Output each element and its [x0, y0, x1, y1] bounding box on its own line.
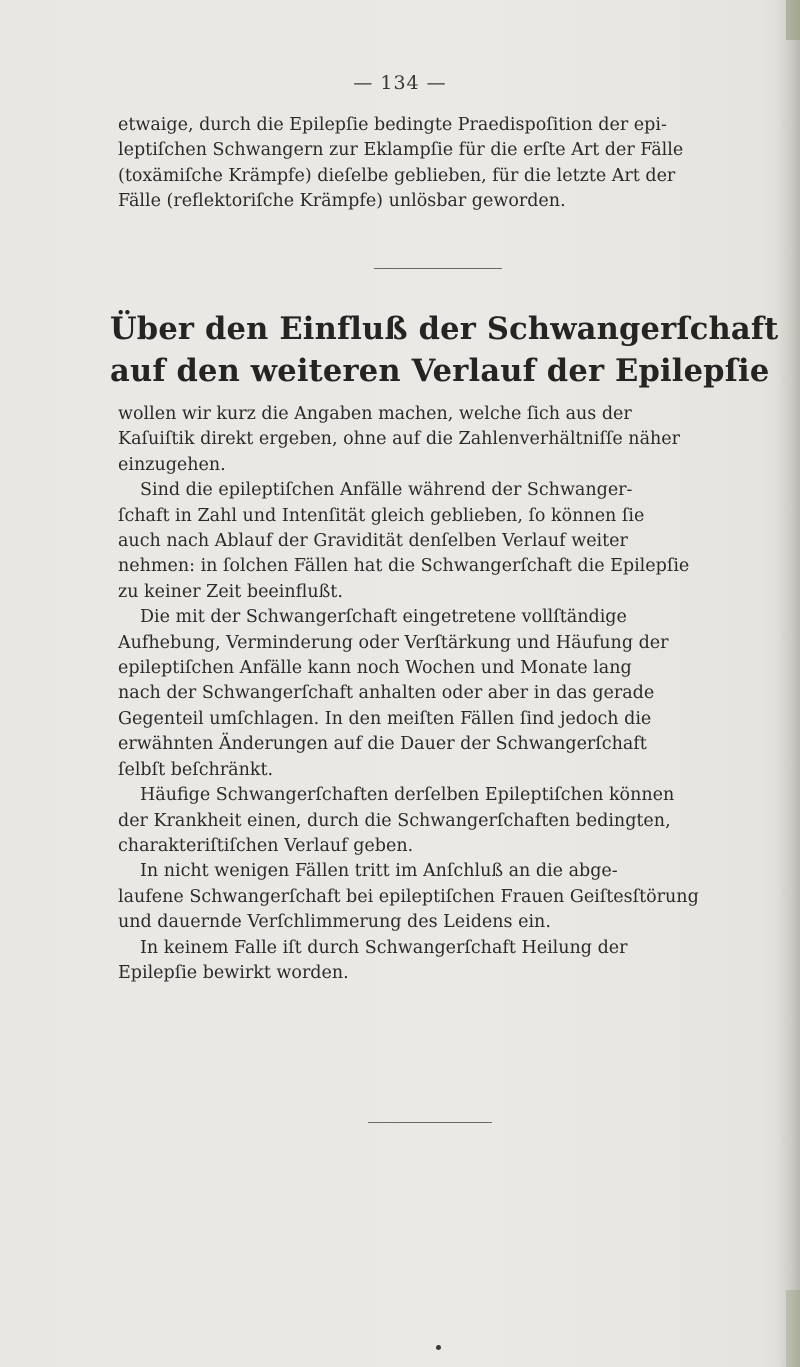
text-line: Aufhebung, Verminderung oder Verſtärkung und Häufung der	[118, 632, 669, 653]
text-line: leptiſchen Schwangern zur Eklampſie für die erſte Art der Fälle	[118, 140, 684, 161]
text-line: In nicht wenigen Fällen tritt im Anſchluß an die abge-	[140, 861, 618, 882]
heading-line: auf den weiteren Verlauf der Epilepſie	[110, 353, 770, 389]
paragraph	[118, 478, 786, 605]
text-line: nach der Schwangerſchaft anhalten oder aber in das gerade	[118, 683, 655, 704]
intro-paragraph	[118, 113, 786, 215]
text-line: auch nach Ablauf der Gravidität denſelben Verlauf weiter	[118, 531, 628, 552]
paragraph	[118, 936, 786, 987]
text-line: Die mit der Schwangerſchaft eingetretene vollſtändige	[140, 607, 627, 628]
text-line: zu keiner Zeit beeinflußt.	[118, 581, 343, 602]
paragraph	[118, 402, 786, 478]
body-text	[118, 402, 786, 986]
page-edge-stain	[786, 0, 800, 40]
text-line: charakteriſtiſchen Verlauf geben.	[118, 835, 414, 856]
heading-line: Über den Einfluß der Schwangerſchaft	[110, 311, 779, 347]
text-line: Häufige Schwangerſchaften derſelben Epileptiſchen können	[140, 785, 675, 806]
section-heading	[110, 308, 790, 392]
page-number: — 134 —	[353, 72, 447, 94]
text-line: ſelbſt beſchränkt.	[118, 759, 274, 780]
end-divider	[368, 1122, 492, 1123]
text-line: epileptiſchen Anfälle kann noch Wochen und Monate lang	[118, 658, 632, 679]
text-line: Epilepſie bewirkt worden.	[118, 962, 349, 983]
page-edge-stain	[786, 1290, 800, 1367]
text-line: nehmen: in ſolchen Fällen hat die Schwangerſchaft die Epilepſie	[118, 556, 690, 577]
text-line: ſchaft in Zahl und Intenſität gleich geblieben, ſo können ſie	[118, 505, 645, 526]
text-line: etwaige, durch die Epilepſie bedingte Praedispoſition der epi-	[118, 115, 667, 135]
text-line: wollen wir kurz die Angaben machen, welche ſich aus der	[118, 404, 632, 424]
text-line: Sind die epileptiſchen Anfälle während der Schwanger-	[140, 480, 633, 501]
text-line: Fälle (reflektoriſche Krämpfe) unlösbar geworden.	[118, 191, 566, 212]
text-line: erwähnten Änderungen auf die Dauer der Schwangerſchaft	[118, 734, 647, 755]
text-line: Kaſuiſtik direkt ergeben, ohne auf die Zahlenverhältniſſe näher	[118, 429, 681, 450]
text-line: der Krankheit einen, durch die Schwangerſchaften bedingten,	[118, 810, 671, 831]
text-line: In keinem Falle iſt durch Schwangerſchaft Heilung der	[140, 937, 628, 958]
text-line: einzugehen.	[118, 454, 226, 475]
paragraph	[118, 859, 786, 935]
text-line: und dauernde Verſchlimmerung des Leidens ein.	[118, 912, 551, 933]
paragraph	[118, 783, 786, 859]
section-divider	[374, 268, 502, 269]
text-line: (toxämiſche Krämpfe) dieſelbe geblieben, für die letzte Art der	[118, 165, 676, 186]
text-line: Gegenteil umſchlagen. In den meiſten Fällen ſind jedoch die	[118, 708, 652, 729]
text-line: laufene Schwangerſchaft bei epileptiſchen Frauen Geiſtesſtörung	[118, 886, 699, 907]
print-speck	[436, 1345, 441, 1350]
paragraph	[118, 605, 786, 783]
